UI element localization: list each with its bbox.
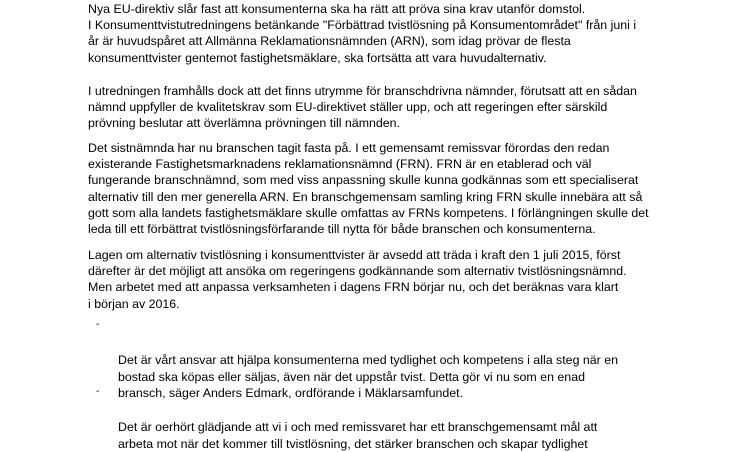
paragraph-law-timeline: Lagen om alternativ tvistlösning i konsumenttvister är avsedd att träda i kraft den 1 juli 2015, först därefter är det möjligt att ansöka om regeringens godkännande som alternativ tvistlösningsnämnd. Men arbetet med att anpassa verksamheten i dagens FRN börjar nu, och det beräknas vara klart i början av 2016. (88, 248, 627, 311)
bullet-marker: - (96, 386, 100, 397)
quote-text: Det är vårt ansvar att hjälpa konsumenterna med tydlighet och kompetens i alla steg när en bostad ska köpas eller säljas, även när det uppstår tvist. Detta gör vi nu som en enad bransch, säger Anders Edmark, ordförande i Mäklarsamfundet. (118, 353, 619, 400)
quote-text: Det är oerhört glädjande att vi i och med remissvaret har ett branschgemensamt mål att arbeta mot när det kommer till tvistlösning, det stärker branschen och skapar tydlighet (118, 420, 598, 451)
paragraph-eu-directive: Nya EU-direktiv slår fast att konsumenterna ska ha rätt att pröva sina krav utanför domstol. I Konsumenttvistutredningens betänkande "Förbättrad tvistlösning på Konsumentområdet" från juni i år är huvudspåret att Allmänna Reklamationsnämnden (ARN), som idag prövar de flesta konsumenttvister gentemot fastighetsmäklare, ska fortsätta att vara huvudalternativ. (88, 2, 637, 65)
paragraph-frn-proposal: Det sistnämnda har nu branschen tagit fasta på. I ett gemensamt remissvar förordas den redan existerande Fastighetsmarknadens reklamationsnämnd (FRN). FRN är en etablerad och väl fungerande branschnämnd, som med viss anpassning skulle kunna godkännas som ett specialiserat alternativ till den mer generella ARN. En branschgemensam samling kring FRN skulle innebära att så gott som alla landets fastighetsmäklare skulle omfattas av FRNs kompetens. I förlängningen skulle det leda till ett förbättrat tvistlösningsförfarande till nytta för både branschen och konsumenterna. (88, 141, 649, 237)
quote-bullet-remissvar (96, 386, 686, 452)
bullet-marker: - (96, 319, 100, 330)
paragraph-industry-boards: I utredningen framhålls dock att det finns utrymme för branschdrivna nämnder, förutsatt att en sådan nämnd uppfyller de kvalitetskrav som EU-direktivet ställer upp, och att regeringen efter särskild prövning beslutar att överlämna prövningen till nämnden. (88, 84, 637, 131)
